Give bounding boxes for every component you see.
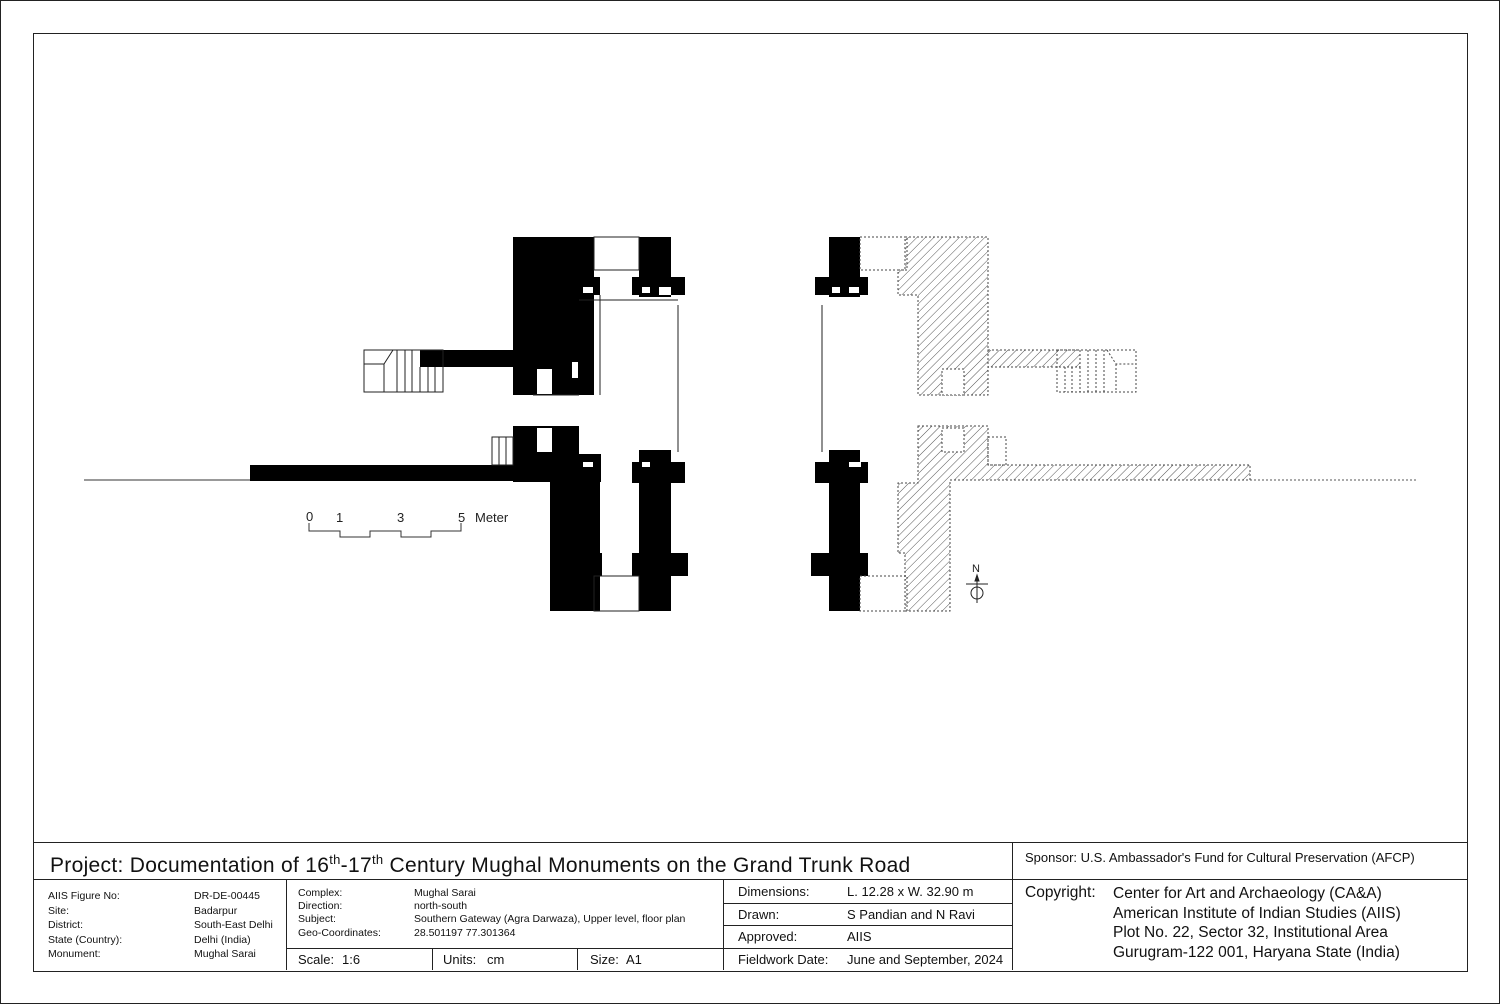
west-staircase — [364, 350, 513, 465]
size-value: A1 — [626, 952, 642, 967]
dims-row-rule-3 — [723, 948, 1012, 949]
complex-info-label: Subject: — [298, 913, 336, 925]
complex-info-label: Direction: — [298, 900, 343, 912]
north-arrow-icon — [966, 575, 988, 603]
scale-row-rule — [286, 948, 723, 949]
scale-tick-1: 1 — [336, 510, 344, 525]
figure-info-label: Site: — [48, 905, 70, 917]
copyright-line: Plot No. 22, Sector 32, Institutional Area — [1113, 924, 1388, 941]
sponsor-divider — [1012, 842, 1013, 970]
dimensions-label: Dimensions: — [738, 884, 810, 899]
project-title: Project: Documentation of 16th-17th Century Mughal Monuments on the Grand Trunk Road — [50, 852, 911, 877]
units-value: cm — [487, 952, 505, 967]
copyright-line: Gurugram-122 001, Haryana State (India) — [1113, 943, 1400, 961]
west-wing-solid — [250, 237, 688, 611]
scale-tick-0: 0 — [306, 509, 314, 524]
figure-info-value: Badarpur — [194, 905, 238, 917]
complex-info-label: Complex: — [298, 887, 343, 899]
figure-info-label: AIIS Figure No: — [48, 890, 120, 902]
fieldwork-value: June and September, 2024 — [847, 952, 1004, 967]
scale-bar — [309, 523, 461, 537]
fieldwork-label: Fieldwork Date: — [738, 952, 829, 967]
sponsor-text: Sponsor: U.S. Ambassador's Fund for Cultural Preservation (AFCP) — [1025, 850, 1415, 865]
drawn-label: Drawn: — [738, 907, 780, 922]
complex-info-value: Mughal Sarai — [414, 887, 476, 899]
figure-info-value: South-East Delhi — [194, 919, 273, 931]
complex-info-label: Geo-Coordinates: — [298, 927, 381, 939]
approved-label: Approved: — [738, 929, 798, 944]
scale-units-divider — [432, 948, 433, 970]
units-size-divider — [577, 948, 578, 970]
north-label: N — [972, 563, 980, 575]
size-label: Size: — [590, 952, 619, 967]
dimensions-value: L. 12.28 x W. 32.90 m — [847, 884, 974, 899]
east-wing-hatched — [860, 237, 1250, 611]
scale-value: 1:6 — [342, 952, 361, 967]
approved-value: AIIS — [847, 929, 872, 944]
east-wing-solid — [811, 237, 868, 611]
figure-info-label: State (Country): — [48, 934, 123, 946]
figure-info-label: District: — [48, 919, 83, 931]
scale-unit-label: Meter — [475, 510, 509, 525]
figure-info-value: Delhi (India) — [194, 934, 251, 946]
complex-info-value: 28.501197 77.301364 — [414, 927, 516, 939]
scale-tick-5: 5 — [458, 510, 466, 525]
copyright-label: Copyright: — [1025, 884, 1096, 901]
figure-info-label: Monument: — [48, 948, 101, 960]
dims-row-rule-1 — [723, 903, 1012, 904]
copyright-line: Center for Art and Archaeology (CA&A) — [1113, 885, 1382, 902]
complex-info-value: Southern Gateway (Agra Darwaza), Upper level, floor plan — [414, 913, 686, 925]
figure-info-divider — [286, 879, 287, 970]
copyright-line: American Institute of Indian Studies (AIIS) — [1113, 904, 1401, 922]
units-label: Units: — [443, 952, 477, 967]
complex-info-value: north-south — [414, 900, 468, 912]
scale-bar-labels — [306, 509, 509, 525]
scale-label: Scale: — [298, 952, 335, 967]
drawn-value: S Pandian and N Ravi — [847, 907, 975, 922]
figure-info-value: DR-DE-00445 — [194, 890, 260, 902]
figure-info-value: Mughal Sarai — [194, 948, 256, 960]
east-staircase — [988, 350, 1136, 465]
copyright-address — [1113, 884, 1401, 962]
dims-row-rule-2 — [723, 925, 1012, 926]
scale-tick-3: 3 — [397, 510, 405, 525]
